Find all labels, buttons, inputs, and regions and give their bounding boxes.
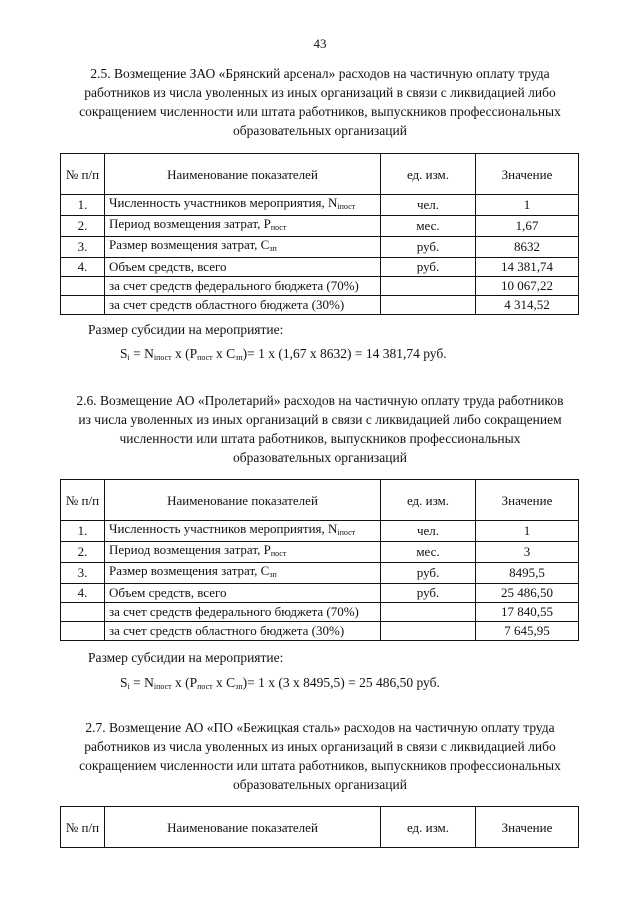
row-num bbox=[61, 277, 105, 296]
row-num: 3. bbox=[61, 563, 105, 584]
table-row bbox=[61, 237, 579, 258]
row-unit: руб. bbox=[381, 584, 476, 603]
row-unit: руб. bbox=[381, 258, 476, 277]
table-2-7 bbox=[60, 806, 579, 848]
row-name: за счет средств областного бюджета (30%) bbox=[105, 622, 381, 641]
row-value: 1 bbox=[476, 195, 579, 216]
row-num bbox=[61, 296, 105, 315]
table-header-row bbox=[61, 154, 579, 195]
table-row bbox=[61, 622, 579, 641]
row-unit bbox=[381, 296, 476, 315]
row-value: 1,67 bbox=[476, 216, 579, 237]
table-row bbox=[61, 521, 579, 542]
col-name-header: Наименование показателей bbox=[105, 480, 381, 521]
row-value: 10 067,22 bbox=[476, 277, 579, 296]
section-heading-2-7: 2.7. Возмещение АО «ПО «Бежицкая сталь» расходов на частичную оплату труда работников из числа уволенных из иных организаций в связи с ликвидацией либо сокращением численности или штата работников, выпускников профессиональных образовательных организаций bbox=[79, 720, 561, 792]
table-row bbox=[61, 258, 579, 277]
table-row bbox=[61, 563, 579, 584]
row-name: за счет средств федерального бюджета (70%) bbox=[105, 277, 381, 296]
col-value-header: Значение bbox=[476, 480, 579, 521]
row-name: за счет средств федерального бюджета (70%) bbox=[105, 603, 381, 622]
row-value: 17 840,55 bbox=[476, 603, 579, 622]
row-name: Объем средств, всего bbox=[105, 258, 381, 277]
row-num bbox=[61, 622, 105, 641]
page-number: 43 bbox=[313, 36, 327, 51]
table-row bbox=[61, 584, 579, 603]
row-num: 1. bbox=[61, 521, 105, 542]
col-unit-header: ед. изм. bbox=[381, 807, 476, 848]
subsidy-formula-2-6: $S_i = N_{iпост}$ х ($P_{пост}$ х $C_{зп})= 1$ х (3 х 8495,5) = 25 486,50 руб. bbox=[120, 675, 440, 691]
row-unit bbox=[381, 603, 476, 622]
row-name: Размер возмещения затрат, $C_{зп}$ bbox=[105, 237, 381, 258]
row-unit: чел. bbox=[381, 195, 476, 216]
row-num: 2. bbox=[61, 216, 105, 237]
row-unit: чел. bbox=[381, 521, 476, 542]
row-name: Размер возмещения затрат, $C_{зп}$ bbox=[105, 563, 381, 584]
row-value: 8495,5 bbox=[476, 563, 579, 584]
table-header-row bbox=[61, 480, 579, 521]
row-unit: мес. bbox=[381, 542, 476, 563]
row-value: 7 645,95 bbox=[476, 622, 579, 641]
row-name: Объем средств, всего bbox=[105, 584, 381, 603]
table-row bbox=[61, 277, 579, 296]
row-num: 1. bbox=[61, 195, 105, 216]
row-num: 2. bbox=[61, 542, 105, 563]
row-name: за счет средств областного бюджета (30%) bbox=[105, 296, 381, 315]
section-heading-2-5: 2.5. Возмещение ЗАО «Брянский арсенал» расходов на частичную оплату труда работников из числа уволенных из иных организаций в связи с ликвидацией либо сокращением численности или штата работников, выпускников профессиональных образовательных организаций bbox=[79, 66, 561, 138]
col-name-header: Наименование показателей bbox=[105, 807, 381, 848]
row-value: 4 314,52 bbox=[476, 296, 579, 315]
col-unit-header: ед. изм. bbox=[381, 154, 476, 195]
table-row bbox=[61, 216, 579, 237]
row-unit: руб. bbox=[381, 563, 476, 584]
row-num: 4. bbox=[61, 584, 105, 603]
table-2-6 bbox=[60, 479, 579, 641]
row-value: 14 381,74 bbox=[476, 258, 579, 277]
row-num: 4. bbox=[61, 258, 105, 277]
row-value: 1 bbox=[476, 521, 579, 542]
row-name: Период возмещения затрат, $P_{пост}$ bbox=[105, 542, 381, 563]
table-row bbox=[61, 195, 579, 216]
table-row bbox=[61, 542, 579, 563]
col-value-header: Значение bbox=[476, 154, 579, 195]
table-row bbox=[61, 603, 579, 622]
table-2-5 bbox=[60, 153, 579, 315]
section-heading-2-6: 2.6. Возмещение АО «Пролетарий» расходов на частичную оплату труда работников из числа уволенных из иных организаций в связи с ликвидацией либо сокращением численности или штата работников, выпускников профессиональных образовательных организаций bbox=[76, 393, 564, 465]
row-value: 25 486,50 bbox=[476, 584, 579, 603]
col-num-header: № п/п bbox=[61, 480, 105, 521]
row-num: 3. bbox=[61, 237, 105, 258]
row-unit bbox=[381, 277, 476, 296]
table-row bbox=[61, 296, 579, 315]
row-unit: мес. bbox=[381, 216, 476, 237]
subsidy-label-2-6: Размер субсидии на мероприятие: bbox=[88, 650, 284, 665]
table-header-row bbox=[61, 807, 579, 848]
subsidy-label-2-5: Размер субсидии на мероприятие: bbox=[88, 322, 284, 337]
row-name: Период возмещения затрат, $P_{пост}$ bbox=[105, 216, 381, 237]
row-value: 8632 bbox=[476, 237, 579, 258]
col-num-header: № п/п bbox=[61, 154, 105, 195]
row-num bbox=[61, 603, 105, 622]
col-value-header: Значение bbox=[476, 807, 579, 848]
col-name-header: Наименование показателей bbox=[105, 154, 381, 195]
row-unit bbox=[381, 622, 476, 641]
col-unit-header: ед. изм. bbox=[381, 480, 476, 521]
row-value: 3 bbox=[476, 542, 579, 563]
row-name: Численность участников мероприятия, $N_{iпост}$ bbox=[105, 195, 381, 216]
subsidy-formula-2-5: $S_i = N_{iпост}$ х ($P_{пост}$ х $C_{зп})= 1$ х (1,67 х 8632) = 14 381,74 руб. bbox=[120, 346, 447, 362]
col-num-header: № п/п bbox=[61, 807, 105, 848]
row-unit: руб. bbox=[381, 237, 476, 258]
row-name: Численность участников мероприятия, $N_{iпост}$ bbox=[105, 521, 381, 542]
